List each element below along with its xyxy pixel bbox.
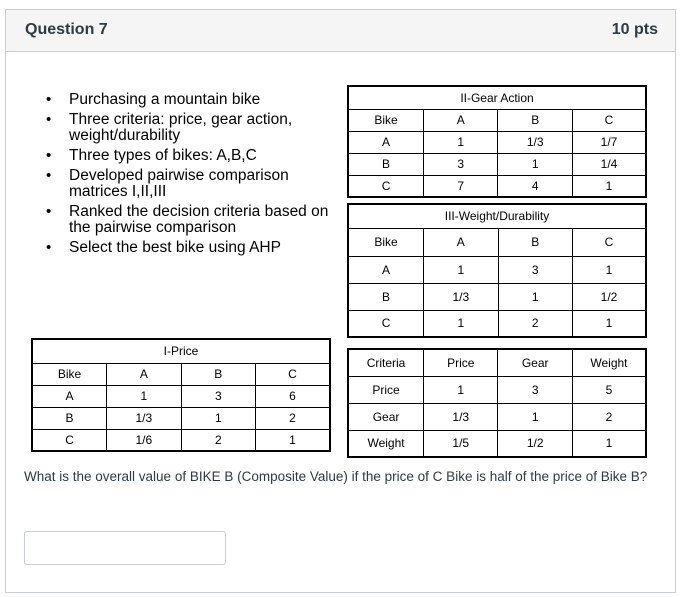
table-row [32, 407, 330, 429]
matrix-header-cell: A [107, 363, 182, 385]
table-row [348, 131, 646, 153]
gear-action-matrix [347, 85, 647, 198]
table-row [348, 256, 646, 283]
matrix-cell: 1/5 [424, 430, 498, 457]
matrix-header-cell: C [256, 363, 330, 385]
weight-durability-matrix [347, 203, 647, 338]
matrix-cell: 1 [572, 256, 646, 283]
matrix-header-cell: Weight [572, 349, 646, 376]
table-row [32, 385, 330, 407]
table-row [348, 283, 646, 310]
matrix-header-cell: B [498, 109, 573, 131]
question-points: 10 pts [611, 21, 658, 38]
bullet-item: • Three types of bikes: A,B,C [46, 148, 336, 164]
matrix-header-cell: Bike [348, 228, 424, 256]
table-row [348, 403, 646, 430]
table-row [348, 310, 646, 337]
table-row [348, 430, 646, 457]
table-row [348, 376, 646, 403]
matrix-cell: 6 [256, 385, 330, 407]
matrix-cell: 1 [572, 430, 646, 457]
matrix-cell: 1/6 [107, 429, 182, 451]
table-row [348, 153, 646, 175]
matrix-cell: B [348, 153, 424, 175]
matrix-cell: 1 [572, 310, 646, 337]
matrix-cell: C [348, 310, 424, 337]
matrix-header-cell: Price [424, 349, 498, 376]
matrix-cell: C [32, 429, 107, 451]
matrix-cell: 1/2 [498, 430, 572, 457]
matrix-cell: 3 [181, 385, 255, 407]
bullet-list [46, 92, 336, 260]
table-row [32, 429, 330, 451]
matrix-cell: 1 [256, 429, 330, 451]
matrix-cell: 2 [572, 403, 646, 430]
matrix-cell: 3 [424, 153, 498, 175]
matrix-cell: 1 [424, 256, 499, 283]
matrix-cell: 1/7 [572, 131, 646, 153]
matrix-cell: 1 [107, 385, 182, 407]
matrix-cell: 7 [424, 175, 498, 197]
matrix-cell: 1 [181, 407, 255, 429]
table-row [348, 175, 646, 197]
matrix-cell: 1 [424, 310, 499, 337]
bullet-item: • Ranked the decision criteria based on the pairwise comparison [46, 204, 336, 236]
matrix-cell: 1/2 [572, 283, 646, 310]
matrix-cell: 1 [424, 131, 498, 153]
matrix-header-cell: C [572, 228, 646, 256]
matrix-caption: II-Gear Action [348, 86, 646, 109]
matrix-caption: I-Price [32, 339, 330, 363]
bullet-item: • Three criteria: price, gear action, weight/durability [46, 112, 336, 144]
matrix-cell: 1/4 [572, 153, 646, 175]
matrix-header-cell: A [424, 228, 499, 256]
bullet-item: • Select the best bike using AHP [46, 240, 336, 256]
matrix-header-cell: C [572, 109, 646, 131]
matrix-header-cell: Bike [348, 109, 424, 131]
matrix-cell: 5 [572, 376, 646, 403]
matrix-cell: 1 [572, 175, 646, 197]
matrix-cell: A [348, 256, 424, 283]
matrix-cell: 1 [498, 283, 572, 310]
question-header [6, 10, 675, 52]
matrix-cell: 2 [256, 407, 330, 429]
bullet-item: • Developed pairwise comparison matrices I,II,III [46, 168, 336, 200]
matrix-cell: 1/3 [107, 407, 182, 429]
matrix-cell: 1/3 [424, 283, 499, 310]
matrix-header-cell: Gear [498, 349, 572, 376]
criteria-matrix [347, 348, 647, 458]
matrix-cell: B [32, 407, 107, 429]
answer-input[interactable] [24, 531, 226, 565]
matrix-caption: III-Weight/Durability [348, 204, 646, 228]
matrix-cell: A [348, 131, 424, 153]
matrix-cell: Price [348, 376, 424, 403]
bullet-item: • Purchasing a mountain bike [46, 92, 336, 108]
matrix-cell: 4 [498, 175, 573, 197]
matrix-cell: 1 [498, 403, 572, 430]
matrix-header-cell: A [424, 109, 498, 131]
matrix-header-cell: B [498, 228, 572, 256]
matrix-cell: 2 [498, 310, 572, 337]
price-matrix [31, 338, 331, 452]
matrix-cell: A [32, 385, 107, 407]
matrix-cell: 1/3 [424, 403, 498, 430]
matrix-cell: 3 [498, 256, 572, 283]
matrix-header-cell: Bike [32, 363, 107, 385]
matrix-cell: Gear [348, 403, 424, 430]
matrix-cell: 1 [424, 376, 498, 403]
question-prompt: What is the overall value of BIKE B (Composite Value) if the price of C Bike is half of the price of Bike B? [24, 469, 648, 484]
matrix-header-cell: B [181, 363, 255, 385]
matrix-cell: Weight [348, 430, 424, 457]
matrix-cell: 2 [181, 429, 255, 451]
matrix-cell: C [348, 175, 424, 197]
matrix-cell: 3 [498, 376, 572, 403]
matrix-cell: 1/3 [498, 131, 573, 153]
matrix-header-cell: Criteria [348, 349, 424, 376]
matrix-cell: 1 [498, 153, 573, 175]
question-title: Question 7 [25, 21, 108, 38]
matrix-cell: B [348, 283, 424, 310]
